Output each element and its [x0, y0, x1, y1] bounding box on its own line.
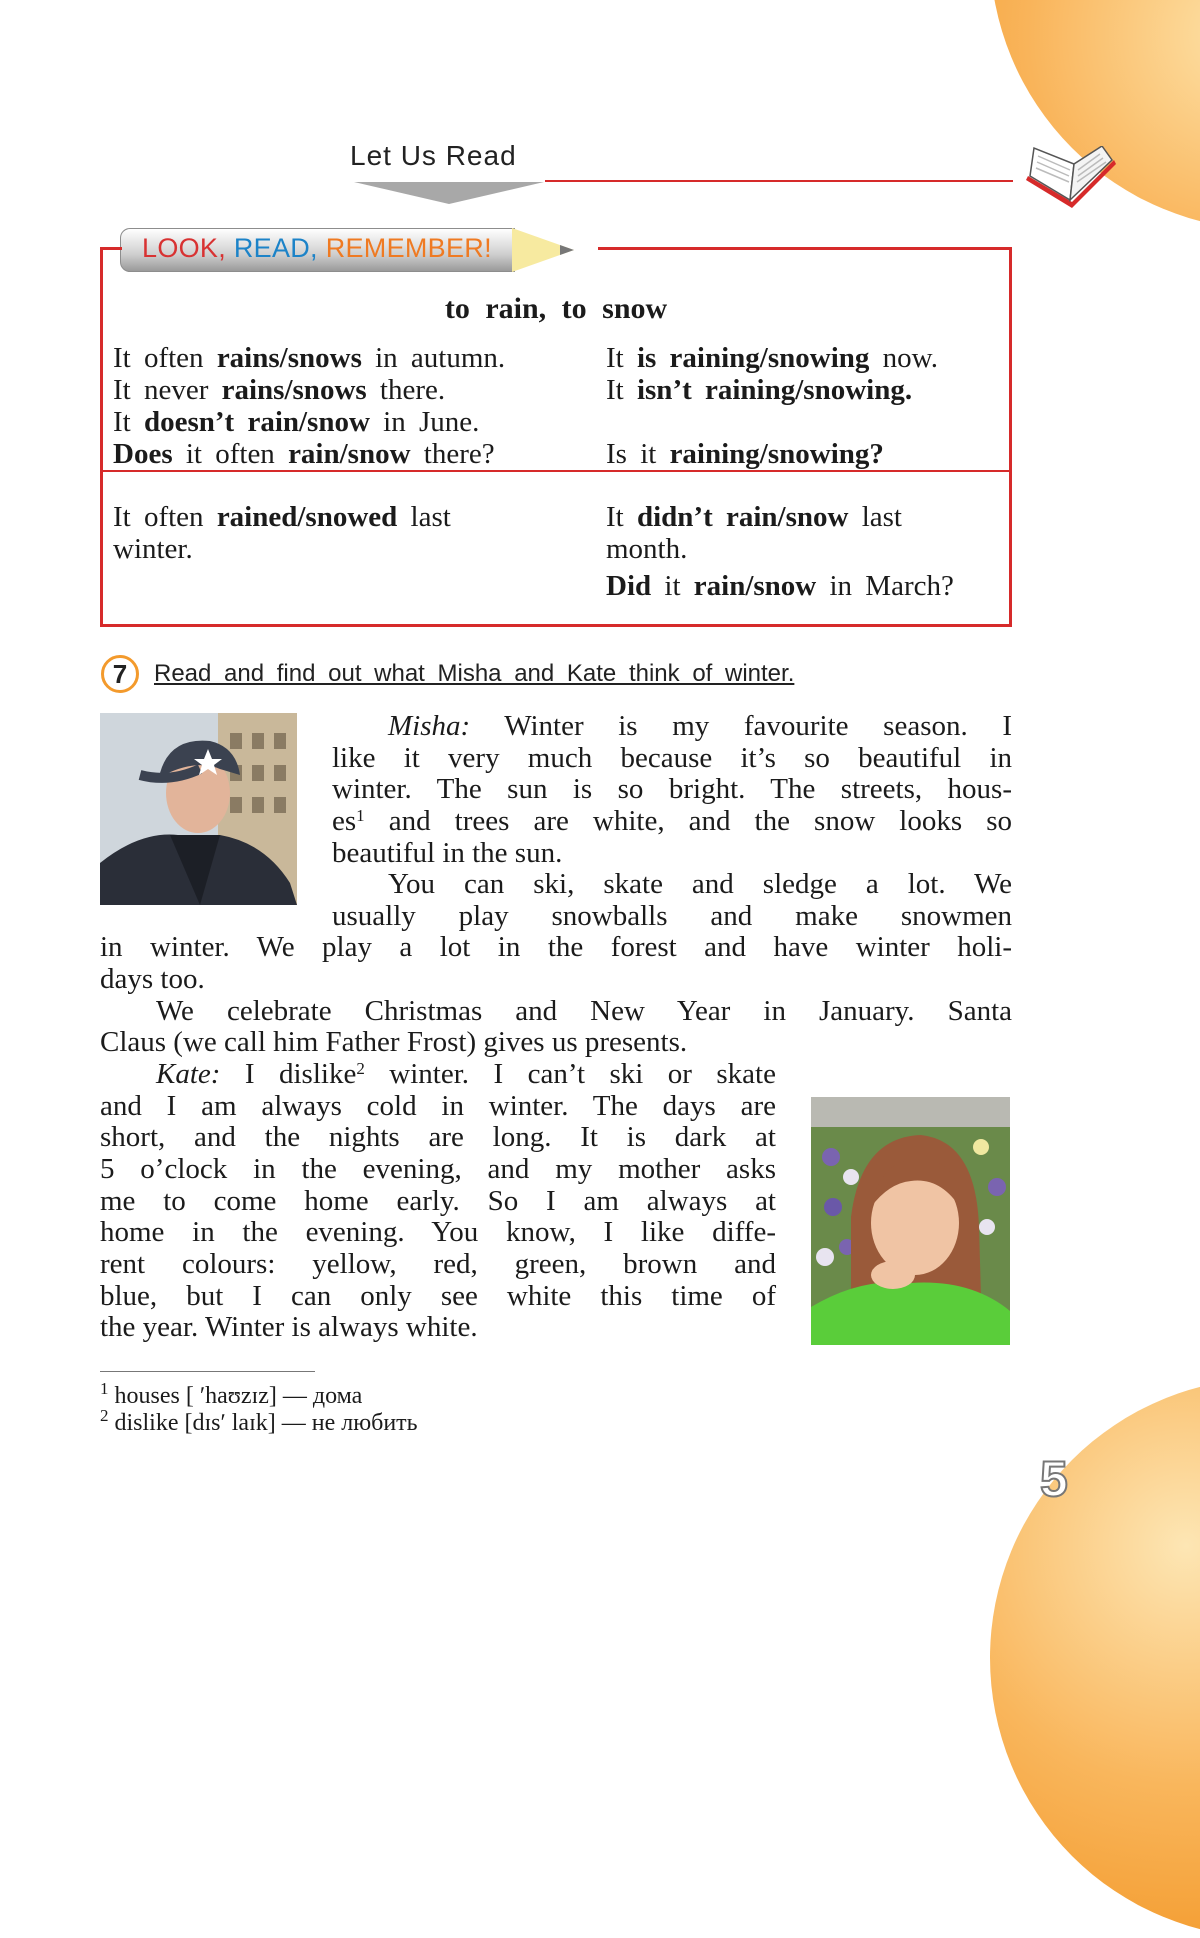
misha-text-line: in winter. We play a lot in the forest and have winter holi- [100, 931, 1012, 963]
grammar-line: month. [606, 533, 688, 565]
footnote: $^2$ dislike [dɪsʹ laɪk] — не любить [100, 1406, 418, 1436]
kate-text-line: and I am always cold in winter. The days are [100, 1090, 776, 1122]
grammar-line: It often rains/snows in autumn. [113, 342, 506, 374]
misha-photo [100, 713, 297, 905]
page-number: 5 [1040, 1451, 1068, 1507]
grammar-line: Did it rain/snow in March? [606, 570, 954, 602]
grammar-line: Does it often rain/snow there? [113, 438, 495, 470]
exercise-number-badge: 7 [101, 655, 139, 693]
kate-photo [811, 1097, 1010, 1345]
section-title: Let Us Read [350, 140, 517, 171]
kate-text-line: me to come home early. So I am always at [100, 1185, 776, 1217]
pencil-label-look: LOOK, [142, 233, 227, 263]
section-arrow [354, 182, 544, 204]
kate-text-line: blue, but I can only see white this time of [100, 1280, 776, 1312]
misha-text-line: like it very much because it’s so beautiful in [332, 742, 1012, 774]
misha-text-line: Claus (we call him Father Frost) gives us presents. [100, 1026, 688, 1058]
footnote: $^1$ houses [ ʹhaʊzɪz] — дома [100, 1379, 363, 1409]
open-book-icon [1020, 146, 1120, 226]
section-underline [545, 180, 1013, 182]
pencil-label-read: READ, [233, 233, 318, 263]
grammar-line: It often rained/snowed last [113, 501, 451, 533]
misha-text-line: days too. [100, 963, 205, 995]
grammar-line: It didn’t rain/snow last [606, 501, 902, 533]
grammar-box-divider [100, 470, 1012, 472]
pencil-label-remember: REMEMBER! [325, 233, 492, 263]
exercise-instruction: Read and find out what Misha and Kate think of winter. [154, 660, 795, 687]
grammar-line: It is raining/snowing now. [606, 342, 938, 374]
kate-text-line: 5 o’clock in the evening, and my mother asks [100, 1153, 776, 1185]
grammar-heading: to rain, to snow [444, 292, 668, 325]
grammar-line: It doesn’t rain/snow in June. [113, 406, 480, 438]
grammar-box-top-edge-left [100, 247, 122, 250]
kate-text-line: short, and the nights are long. It is dark at [100, 1121, 776, 1153]
misha-text-line: winter. The sun is so bright. The streets, hous- [332, 773, 1012, 805]
footnote-rule [100, 1371, 315, 1372]
kate-text-line: Kate: I dislike$^2$ winter. I can’t ski or skate [156, 1058, 776, 1090]
grammar-line: winter. [113, 533, 193, 565]
misha-text-line: beautiful in the sun. [332, 837, 563, 869]
kate-text-line: home in the evening. You know, I like diffe- [100, 1216, 776, 1248]
grammar-line: Is it raining/snowing? [606, 438, 884, 470]
misha-text-line: usually play snowballs and make snowmen [332, 900, 1012, 932]
misha-text-line: We celebrate Christmas and New Year in January. Santa [156, 995, 1012, 1027]
misha-text-line: You can ski, skate and sledge a lot. We [388, 868, 1012, 900]
kate-text-line: the year. Winter is always white. [100, 1311, 478, 1343]
misha-text-line: $es^1$ and trees are white, and the snow looks so [332, 805, 1012, 837]
orange-corner-decoration-bottom [990, 1378, 1200, 1938]
misha-text-line: Misha: Winter is my favourite season. I [388, 710, 1012, 742]
grammar-line: It isn’t raining/snowing. [606, 374, 913, 406]
grammar-box-top-edge-right [598, 247, 1012, 250]
kate-text-line: rent colours: yellow, red, green, brown and [100, 1248, 776, 1280]
grammar-line: It never rains/snows there. [113, 374, 446, 406]
